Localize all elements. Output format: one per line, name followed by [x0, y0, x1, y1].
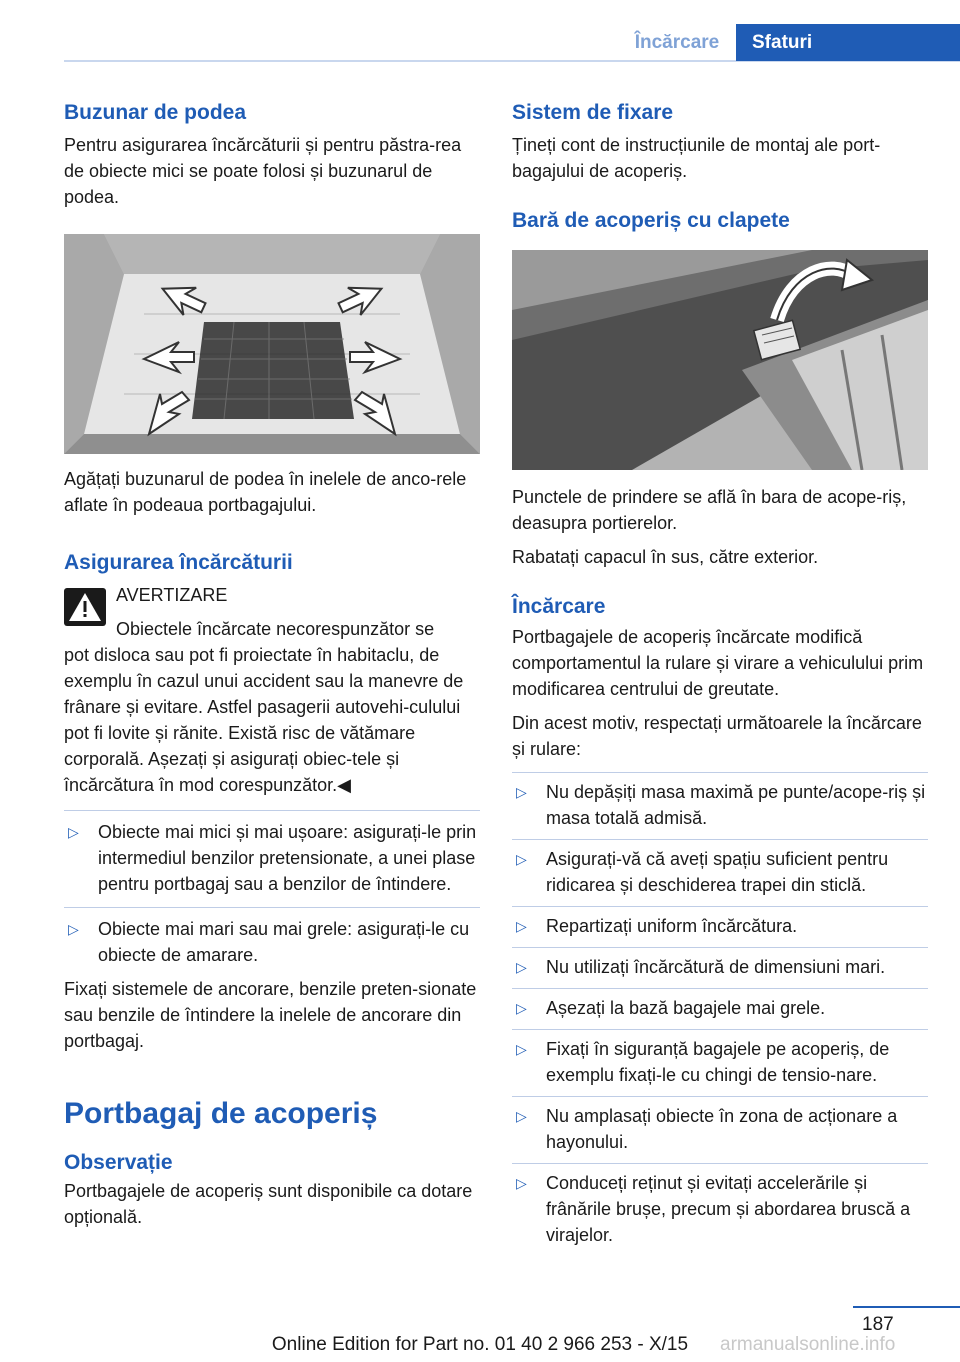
list-item: ▷ Obiecte mai mici și mai ușoare: asigurați-le prin intermediul benzilor pretensionate, a unei plase pentru portbagaj sau a benzilor de întindere. — [64, 819, 480, 897]
attachment-caption: Punctele de prindere se află în bara de acope-riș, deasupra portierelor. — [512, 487, 907, 533]
floor-pocket-title: Buzunar de podea — [64, 101, 247, 124]
triangle-bullet-icon: ▷ — [68, 824, 79, 840]
divider — [64, 907, 480, 908]
warning-text-lead: Obiectele încărcate necorespunzător se — [116, 619, 435, 639]
note-text: Portbagajele de acoperiș sunt disponibile ca dotare opțională. — [64, 1181, 473, 1227]
list-item: ▷ Nu depășiți masa maximă pe punte/acope-riș și masa totală admisă. — [512, 779, 928, 831]
right-bullet-list — [512, 779, 928, 831]
triangle-bullet-icon: ▷ — [516, 1000, 527, 1016]
left-column — [64, 98, 480, 1230]
triangle-bullet-icon: ▷ — [516, 1175, 527, 1191]
roof-rack-title: Portbagaj de acoperiș — [64, 1097, 378, 1130]
warning-block — [64, 582, 480, 642]
warning-text: pot disloca sau pot fi proiectate în habitaclu, de exemplu în cazul unui accident sau la manevre de frânare și evitare. Astfel pasagerii autovehi-culului pot fi lovite și rănite. Există risc de vătămare corporală. Așezați și asigurați obiec-tele și încărcătura în mod corespunzător.◀ — [64, 645, 464, 795]
anchoring-text: Fixați sistemele de ancorare, benzile preten-sionate sau benzile de întindere la inelele de ancorare din portbagaj. — [64, 979, 477, 1051]
triangle-bullet-icon: ▷ — [516, 959, 527, 975]
edition-text: Online Edition for Part no. 01 40 2 966 253 - X/15 — [271, 1334, 689, 1355]
footer-rule — [853, 1306, 960, 1308]
divider — [512, 1096, 928, 1097]
cargo-securing-title: Asigurarea încărcăturii — [64, 551, 293, 574]
divider — [64, 810, 480, 811]
divider — [512, 947, 928, 948]
triangle-bullet-icon: ▷ — [516, 851, 527, 867]
page-number: 187 — [862, 1314, 894, 1335]
triangle-bullet-icon: ▷ — [516, 918, 527, 934]
note-title: Observație — [64, 1151, 173, 1174]
triangle-bullet-icon: ▷ — [68, 921, 79, 937]
list-item: ▷ Nu utilizați încărcătură de dimensiuni mari. — [512, 954, 928, 980]
triangle-bullet-icon: ▷ — [516, 1108, 527, 1124]
floor-pocket-text: Pentru asigurarea încărcăturii și pentru păstra-rea de obiecte mici se poate folosi și buzunarul de podea. — [64, 135, 462, 207]
right-column — [512, 98, 928, 1248]
loading-text-1: Portbagajele de acoperiș încărcate modifică comportamentul la rulare și virare a vehiculului prim modificarea centrului de greutate. — [512, 627, 924, 699]
left-bullet-list — [64, 819, 480, 897]
warning-label: AVERTIZARE — [116, 585, 228, 605]
mounting-title: Sistem de fixare — [512, 101, 674, 124]
list-item: ▷ Repartizați uniform încărcătura. — [512, 913, 928, 939]
divider — [512, 906, 928, 907]
divider — [512, 839, 928, 840]
divider — [512, 1029, 928, 1030]
flap-caption: Rabatați capacul în sus, către exterior. — [512, 547, 819, 567]
loading-title: Încărcare — [512, 595, 606, 618]
watermark: armanualsonline.info — [720, 1334, 896, 1355]
list-item: ▷ Așezați la bază bagajele mai grele. — [512, 995, 928, 1021]
header-active-tab[interactable]: Sfaturi — [736, 24, 960, 61]
triangle-bullet-icon: ▷ — [516, 784, 527, 800]
warning-icon — [64, 588, 106, 626]
divider — [512, 988, 928, 989]
list-item: ▷ Fixați în siguranță bagajele pe acoperiș, de exemplu fixați-le cu chingi de tensio-nare. — [512, 1036, 928, 1088]
triangle-bullet-icon: ▷ — [516, 1041, 527, 1057]
header-section-tab[interactable]: Încărcare — [634, 32, 720, 53]
list-item: ▷ Asigurați-vă că aveți spațiu suficient pentru ridicarea și deschiderea trapei din sticlă. — [512, 846, 928, 898]
roof-bar-title: Bară de acoperiș cu clapete — [512, 209, 790, 232]
left-bullet-list-2 — [64, 916, 480, 968]
divider — [512, 772, 928, 773]
mounting-text: Țineți cont de instrucțiunile de montaj ale port-bagajului de acoperiș. — [512, 135, 881, 181]
cargo-net-image — [64, 234, 480, 454]
divider — [512, 1163, 928, 1164]
list-item: ▷ Obiecte mai mari sau mai grele: asigurați-le cu obiecte de amarare. — [64, 916, 480, 968]
list-item: ▷ Conduceți reținut și evitați accelerările și frânările brușe, precum și abordarea bruscă a virajelor. — [512, 1170, 928, 1248]
roof-bar-image — [512, 250, 928, 470]
floor-pocket-caption: Agățați buzunarul de podea în inelele de anco-rele aflate în podeaua portbagajului. — [64, 469, 467, 515]
list-item: ▷ Nu amplasați obiecte în zona de acționare a hayonului. — [512, 1103, 928, 1155]
loading-text-2: Din acest motiv, respectați următoarele la încărcare și rulare: — [512, 713, 922, 759]
